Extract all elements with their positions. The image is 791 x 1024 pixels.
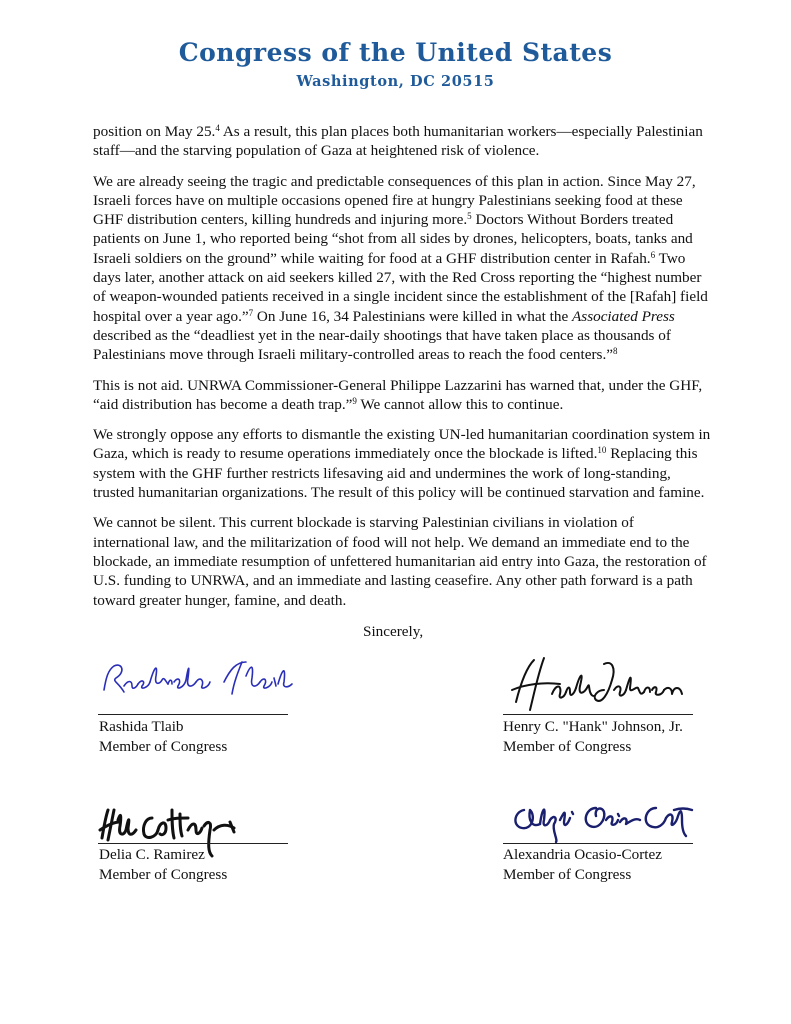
signature-hank-johnson (504, 650, 694, 720)
signatory-block (503, 717, 693, 757)
body-paragraph (93, 172, 713, 365)
paragraph-text: We strongly oppose any efforts to dismantle the existing UN-led humanitarian coordination system in Gaza, which is ready to resume operations immediately once the blockade is lifted. (93, 426, 711, 463)
paragraph-text: This is not aid. UNRWA Commissioner-General Philippe Lazzarini has warned that, under the GHF, “aid distribution has become a death trap.” (93, 376, 703, 413)
signatory-block (99, 717, 289, 757)
signatory-title: Member of Congress (503, 738, 632, 755)
signatory-block (503, 845, 693, 885)
letter-body (93, 122, 713, 621)
paragraph-text: On June 16, 34 Palestinians were killed in what the (253, 307, 572, 325)
paragraph-text: position on May 25. (93, 123, 216, 140)
signatory-name: Alexandria Ocasio-Cortez (503, 846, 662, 863)
paragraph-text: described as the “deadliest yet in the near-daily shootings that have taken place as thousands of Palestinians move through Israeli military-controlled areas to reach the food centers.” (93, 326, 671, 364)
footnote-marker: 9 (352, 395, 357, 406)
footnote-marker: 4 (215, 123, 220, 133)
signature-line (503, 843, 693, 844)
signatory-title: Member of Congress (99, 866, 228, 883)
footnote-marker: 6 (650, 249, 656, 260)
closing-salutation: Sincerely, (363, 623, 424, 640)
signature-alexandria-ocasio-cortez (506, 790, 696, 848)
signatory-block (99, 845, 289, 885)
body-paragraph (93, 376, 713, 415)
signatory-name: Delia C. Ramirez (99, 846, 205, 863)
paragraph-text: Two days later, another attack on aid seekers killed 27, with the Red Cross reporting the “highest number of weapon-wounded patients received in a single incident since the establishment of the [Rafah] field hospital over a year ago.” (93, 249, 708, 325)
signature-line (503, 714, 693, 715)
footnote-marker: 8 (613, 346, 618, 357)
signatory-title: Member of Congress (503, 866, 632, 883)
paragraph-text: Doctors Without Borders treated patients on June 1, who reported being “shot from all sides by drones, helicopters, boats, tanks and Israeli soldiers on the ground” while waiting for food at a GHF distribution center in Rafah. (93, 211, 693, 267)
body-paragraph (93, 122, 713, 161)
paragraph-text: We cannot be silent. This current blockade is starving Palestinian civilians in violation of international law, and the militarization of food will not help. We demand an immediate end to the blockade, an immediate resumption of unfettered humanitarian aid entry into Gaza, the restoration of U.S. funding to UNRWA, and an immediate and lasting ceasefire. Any other path forward is a path toward greater hunger, famine, and death. (93, 514, 707, 609)
signature-rashida-tlaib (96, 648, 296, 710)
body-paragraph (93, 513, 713, 609)
letterhead-title: Congress of the United States (178, 38, 613, 67)
paragraph-text: Replacing this system with the GHF further restricts lifesaving aid and undermines the work of long-standing, trusted humanitarian organizations. The result of this policy will be continued starvation and famine. (93, 445, 705, 502)
signature-line (98, 843, 288, 844)
body-paragraph (93, 425, 713, 502)
paragraph-text: We cannot allow this to continue. (356, 395, 564, 413)
paragraph-text: We are already seeing the tragic and predictable consequences of this plan in action. Since May 27, Israeli forces have on multiple occasions opened fire at hungry Palestinians seeking food at these GHF distribution centers, killing hundreds and injuring more. (93, 172, 696, 229)
italic-text: Associated Press (572, 307, 675, 325)
letterhead-address: Washington, DC 20515 (296, 73, 495, 90)
footnote-marker: 5 (467, 211, 472, 222)
footnote-marker: 7 (248, 307, 254, 318)
signatory-title: Member of Congress (99, 738, 228, 755)
footnote-marker: 10 (597, 445, 607, 456)
signatory-name: Rashida Tlaib (99, 718, 184, 735)
letterhead (0, 38, 791, 91)
paragraph-text: As a result, this plan places both humanitarian workers—especially Palestinian staff—and the starving population of Gaza at heightened risk of violence. (93, 123, 703, 160)
signature-line (98, 714, 288, 715)
signatory-name: Henry C. "Hank" Johnson, Jr. (503, 718, 683, 735)
